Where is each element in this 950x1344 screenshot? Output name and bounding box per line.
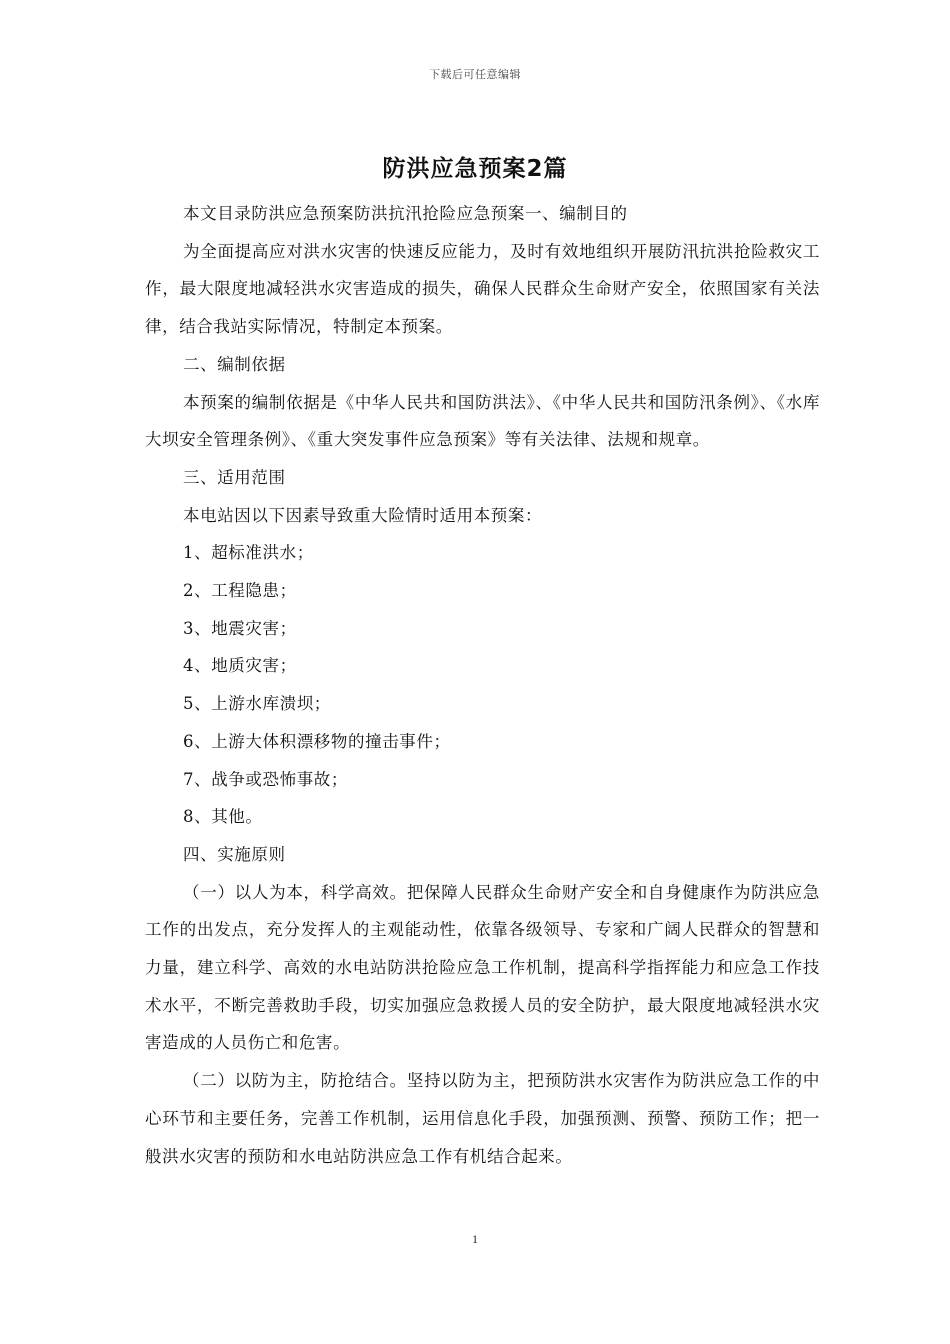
- heading-principles: 四、实施原则: [183, 844, 286, 864]
- heading-scope: 三、适用范围: [183, 467, 286, 487]
- paragraph-principle-1: （一）以人为本，科学高效。把保障人民群众生命财产安全和自身健康作为防洪应急工作的出发点，充分发挥人的主观能动性，依靠各级领导、专家和广阔人民群众的智慧和力量，建立科学、高效的水电站防洪抢险应急工作机制，提高科学指挥能力和应急工作技术水平，不断完善救助手段，切实加强应急救援人员的安全防护，最大限度地减轻洪水灾害造成的人员伤亡和危害。: [145, 882, 820, 1053]
- list-item: 5、上游水库溃坝；: [183, 694, 331, 714]
- page-number: 1: [472, 1232, 478, 1246]
- header-note: 下载后可任意编辑: [429, 68, 521, 81]
- list-item: 7、战争或恐怖事故；: [183, 769, 348, 789]
- document-title: 防洪应急预案2篇: [382, 156, 568, 182]
- list-item: 4、地质灾害；: [183, 656, 297, 676]
- paragraph-basis: 本预案的编制依据是《中华人民共和国防洪法》、《中华人民共和国防汛条例》、《水库大坝安全管理条例》、《重大突发事件应急预案》等有关法律、法规和规章。: [145, 392, 820, 450]
- list-item: 8、其他。: [183, 807, 263, 827]
- paragraph-intro: 本文目录防洪应急预案防洪抗汛抢险应急预案一、编制目的: [183, 204, 628, 223]
- paragraph-purpose: 为全面提高应对洪水灾害的快速反应能力，及时有效地组织开展防汛抗洪抢险救灾工作，最大限度地减轻洪水灾害造成的损失，确保人民群众生命财产安全，依照国家有关法律，结合我站实际情况，特制定本预案。: [145, 241, 820, 337]
- list-item: 2、工程隐患；: [183, 581, 297, 601]
- list-item: 6、上游大体积漂移物的撞击事件；: [183, 731, 451, 751]
- list-item: 3、地震灾害；: [183, 618, 297, 638]
- list-item: 1、超标准洪水；: [183, 543, 314, 563]
- paragraph-scope: 本电站因以下因素导致重大险情时适用本预案：: [183, 505, 543, 525]
- paragraph-principle-2: （二）以防为主，防抢结合。坚持以防为主，把预防洪水灾害作为防洪应急工作的中心环节和主要任务，完善工作机制，运用信息化手段，加强预测、预警、预防工作；把一般洪水灾害的预防和水电站防洪应急工作有机结合起来。: [145, 1071, 820, 1166]
- document-body: [145, 195, 820, 1175]
- heading-basis: 二、编制依据: [183, 354, 286, 374]
